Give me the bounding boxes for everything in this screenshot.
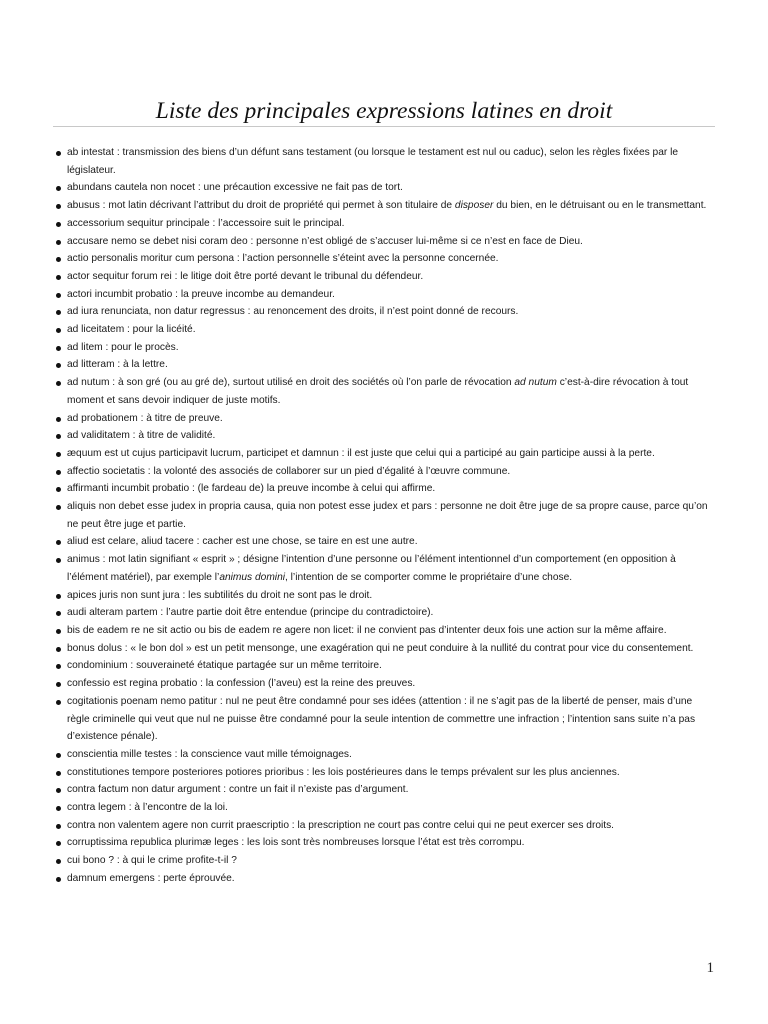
list-item <box>53 374 717 409</box>
list-item <box>53 817 717 835</box>
entry-emphasis: disposer <box>454 200 494 212</box>
entry-text: ad iura renunciata, non datur regressus : au renoncement des droits, il n’est point donné de recours. <box>67 306 519 318</box>
entry-text: contra legem : à l’encontre de la loi. <box>67 802 228 814</box>
entry-text: bis de eadem re ne sit actio ou bis de eadem re agere non licet: il ne convient pas d’intenter deux fois une action sur la même affaire. <box>67 624 667 636</box>
entry-text: cui bono ? : à qui le crime profite-t-il ? <box>67 855 237 867</box>
entry-text: abusus : mot latin décrivant l’attribut du droit de propriété qui permet à son titulaire de <box>67 200 455 212</box>
list-item <box>53 427 717 445</box>
list-item <box>53 233 717 251</box>
list-item <box>53 870 717 888</box>
list-item <box>53 834 717 852</box>
entry-text: ab intestat : transmission des biens d’un défunt sans testament (ou lorsque le testament est nul ou caduc), selon les règles fixées par le législateur. <box>67 147 679 176</box>
entry-text: ad nutum : à son gré (ou au gré de), surtout utilisé en droit des sociétés où l’on parle de révocation <box>67 377 515 389</box>
list-item <box>53 339 717 357</box>
expression-list <box>53 144 717 888</box>
list-item <box>53 250 717 268</box>
entry-text: actori incumbit probatio : la preuve incombe au demandeur. <box>67 288 335 300</box>
entry-text: c’est-à-dire révocation à tout moment et sans devoir indiquer de juste motifs. <box>67 377 689 406</box>
list-item <box>53 746 717 764</box>
entry-text: abundans cautela non nocet : une précaution excessive ne fait pas de tort. <box>67 182 403 194</box>
entry-text: corruptissima republica plurimæ leges : les lois sont très nombreuses lorsque l’état est très corrompu. <box>67 837 525 849</box>
list-item <box>53 215 717 233</box>
list-item <box>53 764 717 782</box>
list-item <box>53 693 717 746</box>
list-item <box>53 781 717 799</box>
list-item <box>53 445 717 463</box>
entry-text: affectio societatis : la volonté des associés de collaborer sur un pied d’égalité à l’œuvre commune. <box>67 465 511 477</box>
entry-text: ad liceitatem : pour la licéité. <box>67 324 196 336</box>
list-item <box>53 321 717 339</box>
list-item <box>53 587 717 605</box>
list-item <box>53 533 717 551</box>
entry-text: apices juris non sunt jura : les subtilités du droit ne sont pas le droit. <box>67 589 373 601</box>
entry-text: contra factum non datur argument : contre un fait il n’existe pas d’argument. <box>67 784 409 796</box>
page-number: 1 <box>706 960 714 976</box>
list-item <box>53 640 717 658</box>
list-item <box>53 480 717 498</box>
entry-text: condominium : souveraineté étatique partagée sur un même territoire. <box>67 660 382 672</box>
entry-text: aliud est celare, aliud tacere : cacher est une chose, se taire en est une autre. <box>67 536 418 548</box>
list-item <box>53 604 717 622</box>
entry-text: constitutiones tempore posteriores potiores prioribus : les lois postérieures dans le temps prévalent sur les plus anciennes. <box>67 766 620 778</box>
title-divider <box>53 126 715 127</box>
list-item <box>53 498 717 533</box>
page-title: Liste des principales expressions latines en droit <box>155 98 613 124</box>
entry-text: ad litem : pour le procès. <box>67 341 179 353</box>
entry-text: contra non valentem agere non currit praescriptio : la prescription ne court pas contre celui qui ne peut exercer ses droits. <box>67 819 615 831</box>
entry-text: ad validitatem : à titre de validité. <box>67 430 216 442</box>
list-item <box>53 657 717 675</box>
entry-emphasis: ad nutum <box>514 377 557 389</box>
entry-text: affirmanti incumbit probatio : (le fardeau de) la preuve incombe à celui qui affirme. <box>67 483 436 495</box>
list-item <box>53 410 717 428</box>
list-item <box>53 852 717 870</box>
list-item <box>53 286 717 304</box>
entry-text: actio personalis moritur cum persona : l’action personnelle s’éteint avec la personne concernée. <box>67 253 499 265</box>
list-item <box>53 622 717 640</box>
entry-text: actor sequitur forum rei : le litige doit être porté devant le tribunal du défendeur. <box>67 270 424 282</box>
entry-text: æquum est ut cujus participavit lucrum, participet et damnun : il est juste que celui qui a participé au gain participe aussi à la perte. <box>67 447 655 459</box>
list-item <box>53 268 717 286</box>
list-item <box>53 356 717 374</box>
entry-text: aliquis non debet esse judex in propria causa, quia non potest esse judex et pars : personne ne doit être juge de sa propre cause, parce qu’on ne peut être juge et partie. <box>67 501 708 530</box>
list-item <box>53 799 717 817</box>
entry-text: animus : mot latin signifiant « esprit » ; désigne l’intention d’une personne ou l’élément intentionnel d’un comportement (en opposition à l’élément matériel), par exemple l’ <box>67 554 676 583</box>
list-item <box>53 551 717 586</box>
entry-text: accessorium sequitur principale : l’accessoire suit le principal. <box>67 217 345 229</box>
list-item <box>53 144 717 179</box>
entry-text: bonus dolus : « le bon dol » est un petit mensonge, une exagération qui ne peut conduire à la nullité du contrat pour vice du consentement. <box>67 642 694 654</box>
entry-text: du bien, en le détruisant ou en le transmettant. <box>493 200 707 212</box>
entry-text: ad probationem : à titre de preuve. <box>67 412 223 424</box>
list-item <box>53 675 717 693</box>
entry-text: cogitationis poenam nemo patitur : nul ne peut être condamné pour ses idées (attention : il ne s’agit pas de la liberté de penser, mais d’une règle criminelle qui veut que nul ne puisse être condamné pour la seule intention de commettre une infraction ; l’intention sans suite n’a pas d’existence pénale). <box>67 695 696 743</box>
list-item <box>53 463 717 481</box>
entry-text: damnum emergens : perte éprouvée. <box>67 872 235 884</box>
entry-emphasis: animus domini <box>219 571 285 583</box>
entry-text: conscientia mille testes : la conscience vaut mille témoignages. <box>67 748 352 760</box>
entry-text: confessio est regina probatio : la confession (l’aveu) est la reine des preuves. <box>67 678 416 690</box>
list-item <box>53 179 717 197</box>
entry-text: accusare nemo se debet nisi coram deo : personne n’est obligé de s’accuser lui-même si ce n’est en face de Dieu. <box>67 235 583 247</box>
entry-text: audi alteram partem : l’autre partie doit être entendue (principe du contradictoire). <box>67 607 434 619</box>
entry-text: ad litteram : à la lettre. <box>67 359 168 371</box>
list-item <box>53 197 717 215</box>
entry-text: , l’intention de se comporter comme le propriétaire d’une chose. <box>285 571 573 583</box>
list-item <box>53 303 717 321</box>
